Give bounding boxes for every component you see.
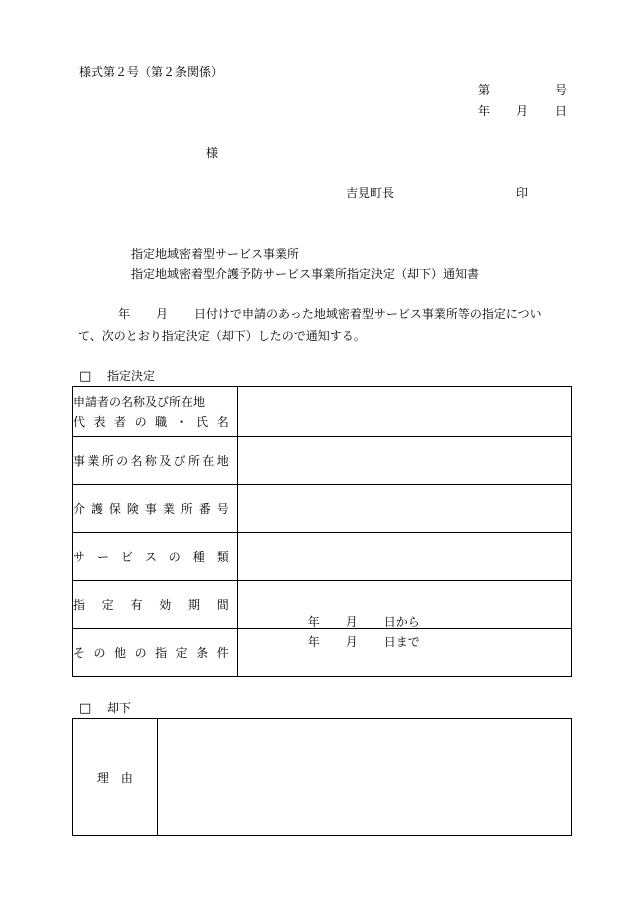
body-line-2: て、次のとおり指定決定（却下）したので通知する。 bbox=[78, 329, 366, 343]
date-day: 日 bbox=[555, 104, 568, 118]
period-to-day: 日まで bbox=[383, 634, 420, 649]
addressee-suffix: 様 bbox=[206, 146, 219, 160]
period-to-year: 年 bbox=[307, 634, 320, 649]
decision-table bbox=[72, 386, 572, 677]
decision-heading: 指定決定 bbox=[107, 369, 156, 383]
rejection-checkbox[interactable]: □ bbox=[79, 701, 92, 716]
form-number: 様式第２号（第２条関係） bbox=[79, 65, 224, 79]
body-line-1: 日付けで申請のあった地域密着型サービス事業所等の指定につい bbox=[194, 307, 542, 321]
service-type-value-cell[interactable] bbox=[237, 533, 571, 581]
validity-period-value-cell[interactable] bbox=[237, 581, 571, 649]
applicant-label bbox=[73, 387, 238, 437]
period-from-month: 月 bbox=[345, 614, 358, 629]
table-row bbox=[73, 629, 572, 677]
rejection-table bbox=[72, 718, 572, 836]
title-line-2: 指定地域密着型介護予防サービス事業所指定決定（却下）通知書 bbox=[131, 267, 480, 281]
doc-no-suffix: 号 bbox=[555, 83, 568, 97]
period-to-month: 月 bbox=[345, 634, 358, 649]
body-year: 年 bbox=[118, 307, 131, 321]
validity-period-label: 指定有効期間 bbox=[73, 581, 238, 629]
reason-label: 理 由 bbox=[73, 719, 158, 836]
office-number-value-cell[interactable] bbox=[237, 485, 571, 533]
table-row bbox=[73, 437, 572, 485]
issuer: 吉見町長 bbox=[346, 186, 395, 200]
other-conditions-label: その他の指定条件 bbox=[73, 629, 238, 677]
decision-checkbox[interactable]: □ bbox=[79, 369, 92, 384]
title-line-1: 指定地域密着型サービス事業所 bbox=[131, 247, 300, 261]
doc-no-prefix: 第 bbox=[478, 83, 491, 97]
office-number-label: 介護保険事業所番号 bbox=[73, 485, 238, 533]
seal-mark: 印 bbox=[516, 186, 529, 200]
table-row bbox=[73, 485, 572, 533]
office-value-cell[interactable] bbox=[237, 437, 571, 485]
office-label: 事業所の名称及び所在地 bbox=[73, 437, 238, 485]
applicant-label-line-1: 申請者の名称及び所在地 bbox=[73, 394, 206, 409]
date-year: 年 bbox=[478, 104, 491, 118]
body-month: 月 bbox=[156, 307, 169, 321]
service-type-label: サービスの種類 bbox=[73, 533, 238, 581]
reason-value-cell[interactable] bbox=[157, 719, 571, 836]
applicant-label-line-2: 代表者の職・氏名 bbox=[73, 414, 229, 429]
period-from-day: 日から bbox=[383, 614, 420, 629]
table-row bbox=[73, 581, 572, 629]
table-row bbox=[73, 387, 572, 437]
table-row bbox=[73, 533, 572, 581]
applicant-value-cell[interactable] bbox=[237, 387, 571, 437]
rejection-heading: 却下 bbox=[107, 701, 132, 715]
date-month: 月 bbox=[516, 104, 529, 118]
table-row bbox=[73, 719, 572, 836]
period-from-year: 年 bbox=[307, 614, 320, 629]
